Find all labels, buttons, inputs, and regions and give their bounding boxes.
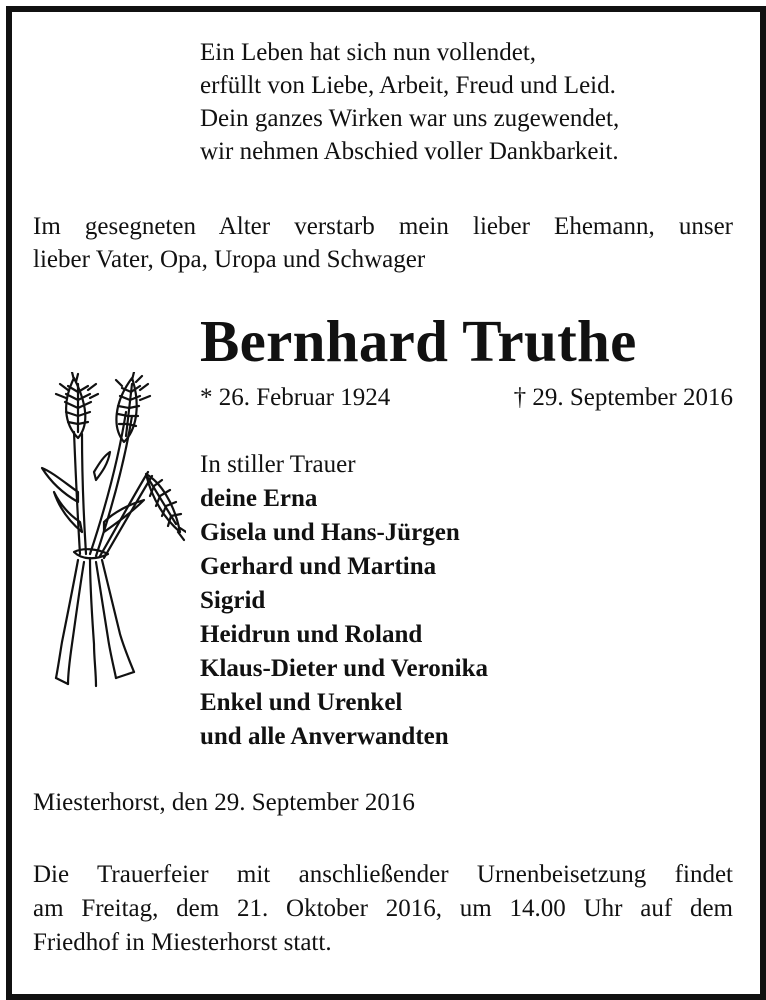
poem-line: Dein ganzes Wirken war uns zugewendet,: [200, 105, 620, 132]
mourner-name: Enkel und Urenkel: [200, 689, 403, 716]
funeral-line: Friedhof in Miesterhorst statt.: [33, 929, 332, 956]
mourners-list: [200, 448, 488, 754]
announcement-line: Im gesegneten Alter verstarb mein lieber Ehemann, unser: [33, 213, 733, 240]
wheat-sheaf-icon: [34, 372, 186, 690]
funeral-line: am Freitag, dem 21. Oktober 2016, um 14.00 Uhr auf dem: [33, 895, 733, 922]
announcement-line: lieber Vater, Opa, Uropa und Schwager: [33, 246, 426, 273]
death-date: † 29. September 2016: [513, 384, 733, 411]
memorial-poem: [200, 36, 619, 168]
mourner-name: deine Erna: [200, 485, 318, 512]
mourner-name: Sigrid: [200, 587, 266, 614]
place-and-date: Miesterhorst, den 29. September 2016: [33, 789, 415, 816]
deceased-name: Bernhard Truthe: [200, 308, 637, 374]
birth-date: * 26. Februar 1924: [200, 384, 391, 411]
death-announcement-text: [33, 210, 733, 276]
life-dates: [200, 381, 733, 414]
mourner-name: und alle Anverwandten: [200, 723, 449, 750]
funeral-line: Die Trauerfeier mit anschließender Urnenbeisetzung findet: [33, 861, 733, 888]
mourner-name: Gisela und Hans-Jürgen: [200, 519, 460, 546]
mourners-intro: In stiller Trauer: [200, 451, 356, 478]
mourner-name: Gerhard und Martina: [200, 553, 437, 580]
mourner-name: Klaus-Dieter und Veronika: [200, 655, 489, 682]
poem-line: wir nehmen Abschied voller Dankbarkeit.: [200, 138, 619, 165]
funeral-info: [33, 858, 733, 960]
mourner-name: Heidrun und Roland: [200, 621, 423, 648]
poem-line: Ein Leben hat sich nun vollendet,: [200, 39, 537, 66]
poem-line: erfüllt von Liebe, Arbeit, Freud und Leid.: [200, 72, 616, 99]
